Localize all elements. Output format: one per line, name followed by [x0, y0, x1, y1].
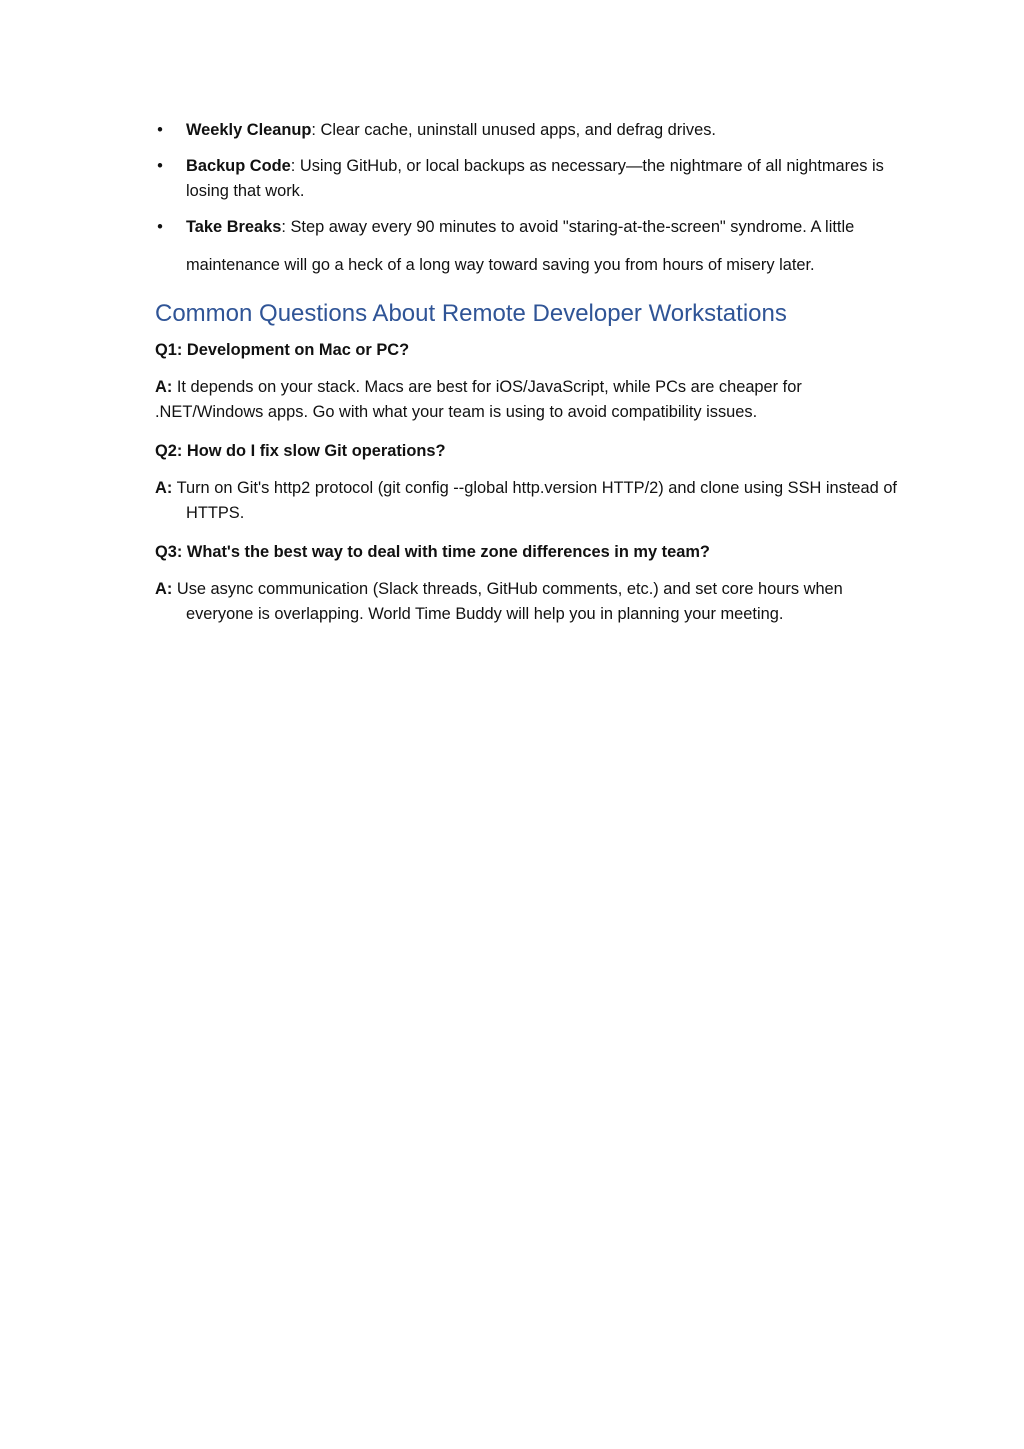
faq-item	[155, 540, 900, 627]
document-page	[155, 118, 900, 641]
list-item-term: Backup Code	[186, 157, 291, 175]
faq-heading: Common Questions About Remote Developer Workstations	[155, 300, 787, 327]
list-item-text: : Clear cache, uninstall unused apps, and defrag drives.	[311, 121, 716, 139]
faq-question: Q2: How do I fix slow Git operations?	[155, 442, 446, 460]
list-item	[155, 118, 900, 143]
faq-item	[155, 338, 900, 425]
maintenance-list	[155, 118, 900, 278]
faq-answer	[155, 476, 900, 526]
list-item-text: : Using GitHub, or local backups as necessary—the nightmare of all nightmares is losing that work.	[186, 157, 884, 200]
faq-answer-text: It depends on your stack. Macs are best for iOS/JavaScript, while PCs are cheaper for .NET/Windows apps. Go with what your team is using to avoid compatibility issues.	[155, 378, 802, 421]
faq-answer-text: Turn on Git's http2 protocol (git config --global http.version HTTP/2) and clone using SSH instead of HTTPS.	[176, 479, 897, 522]
faq-answer	[155, 375, 900, 425]
answer-label: A:	[155, 479, 173, 497]
bullet-icon: •	[157, 218, 163, 236]
faq-item	[155, 439, 900, 526]
answer-label: A:	[155, 580, 173, 598]
list-item-continuation: maintenance will go a heck of a long way toward saving you from hours of misery later.	[186, 256, 815, 274]
faq-question: Q1: Development on Mac or PC?	[155, 341, 410, 359]
faq-question: Q3: What's the best way to deal with time zone differences in my team?	[155, 543, 710, 561]
list-item	[155, 215, 900, 278]
list-item-term: Take Breaks	[186, 218, 282, 236]
faq-answer-text: Use async communication (Slack threads, GitHub comments, etc.) and set core hours when everyone is overlapping. World Time Buddy will help you in planning your meeting.	[176, 580, 843, 623]
list-item	[155, 154, 900, 204]
bullet-icon: •	[157, 121, 163, 139]
faq-answer	[155, 577, 900, 627]
list-item-text: : Step away every 90 minutes to avoid "staring-at-the-screen" syndrome. A little	[281, 218, 855, 236]
bullet-icon: •	[157, 157, 163, 175]
answer-label: A:	[155, 378, 173, 396]
list-item-term: Weekly Cleanup	[186, 121, 312, 139]
